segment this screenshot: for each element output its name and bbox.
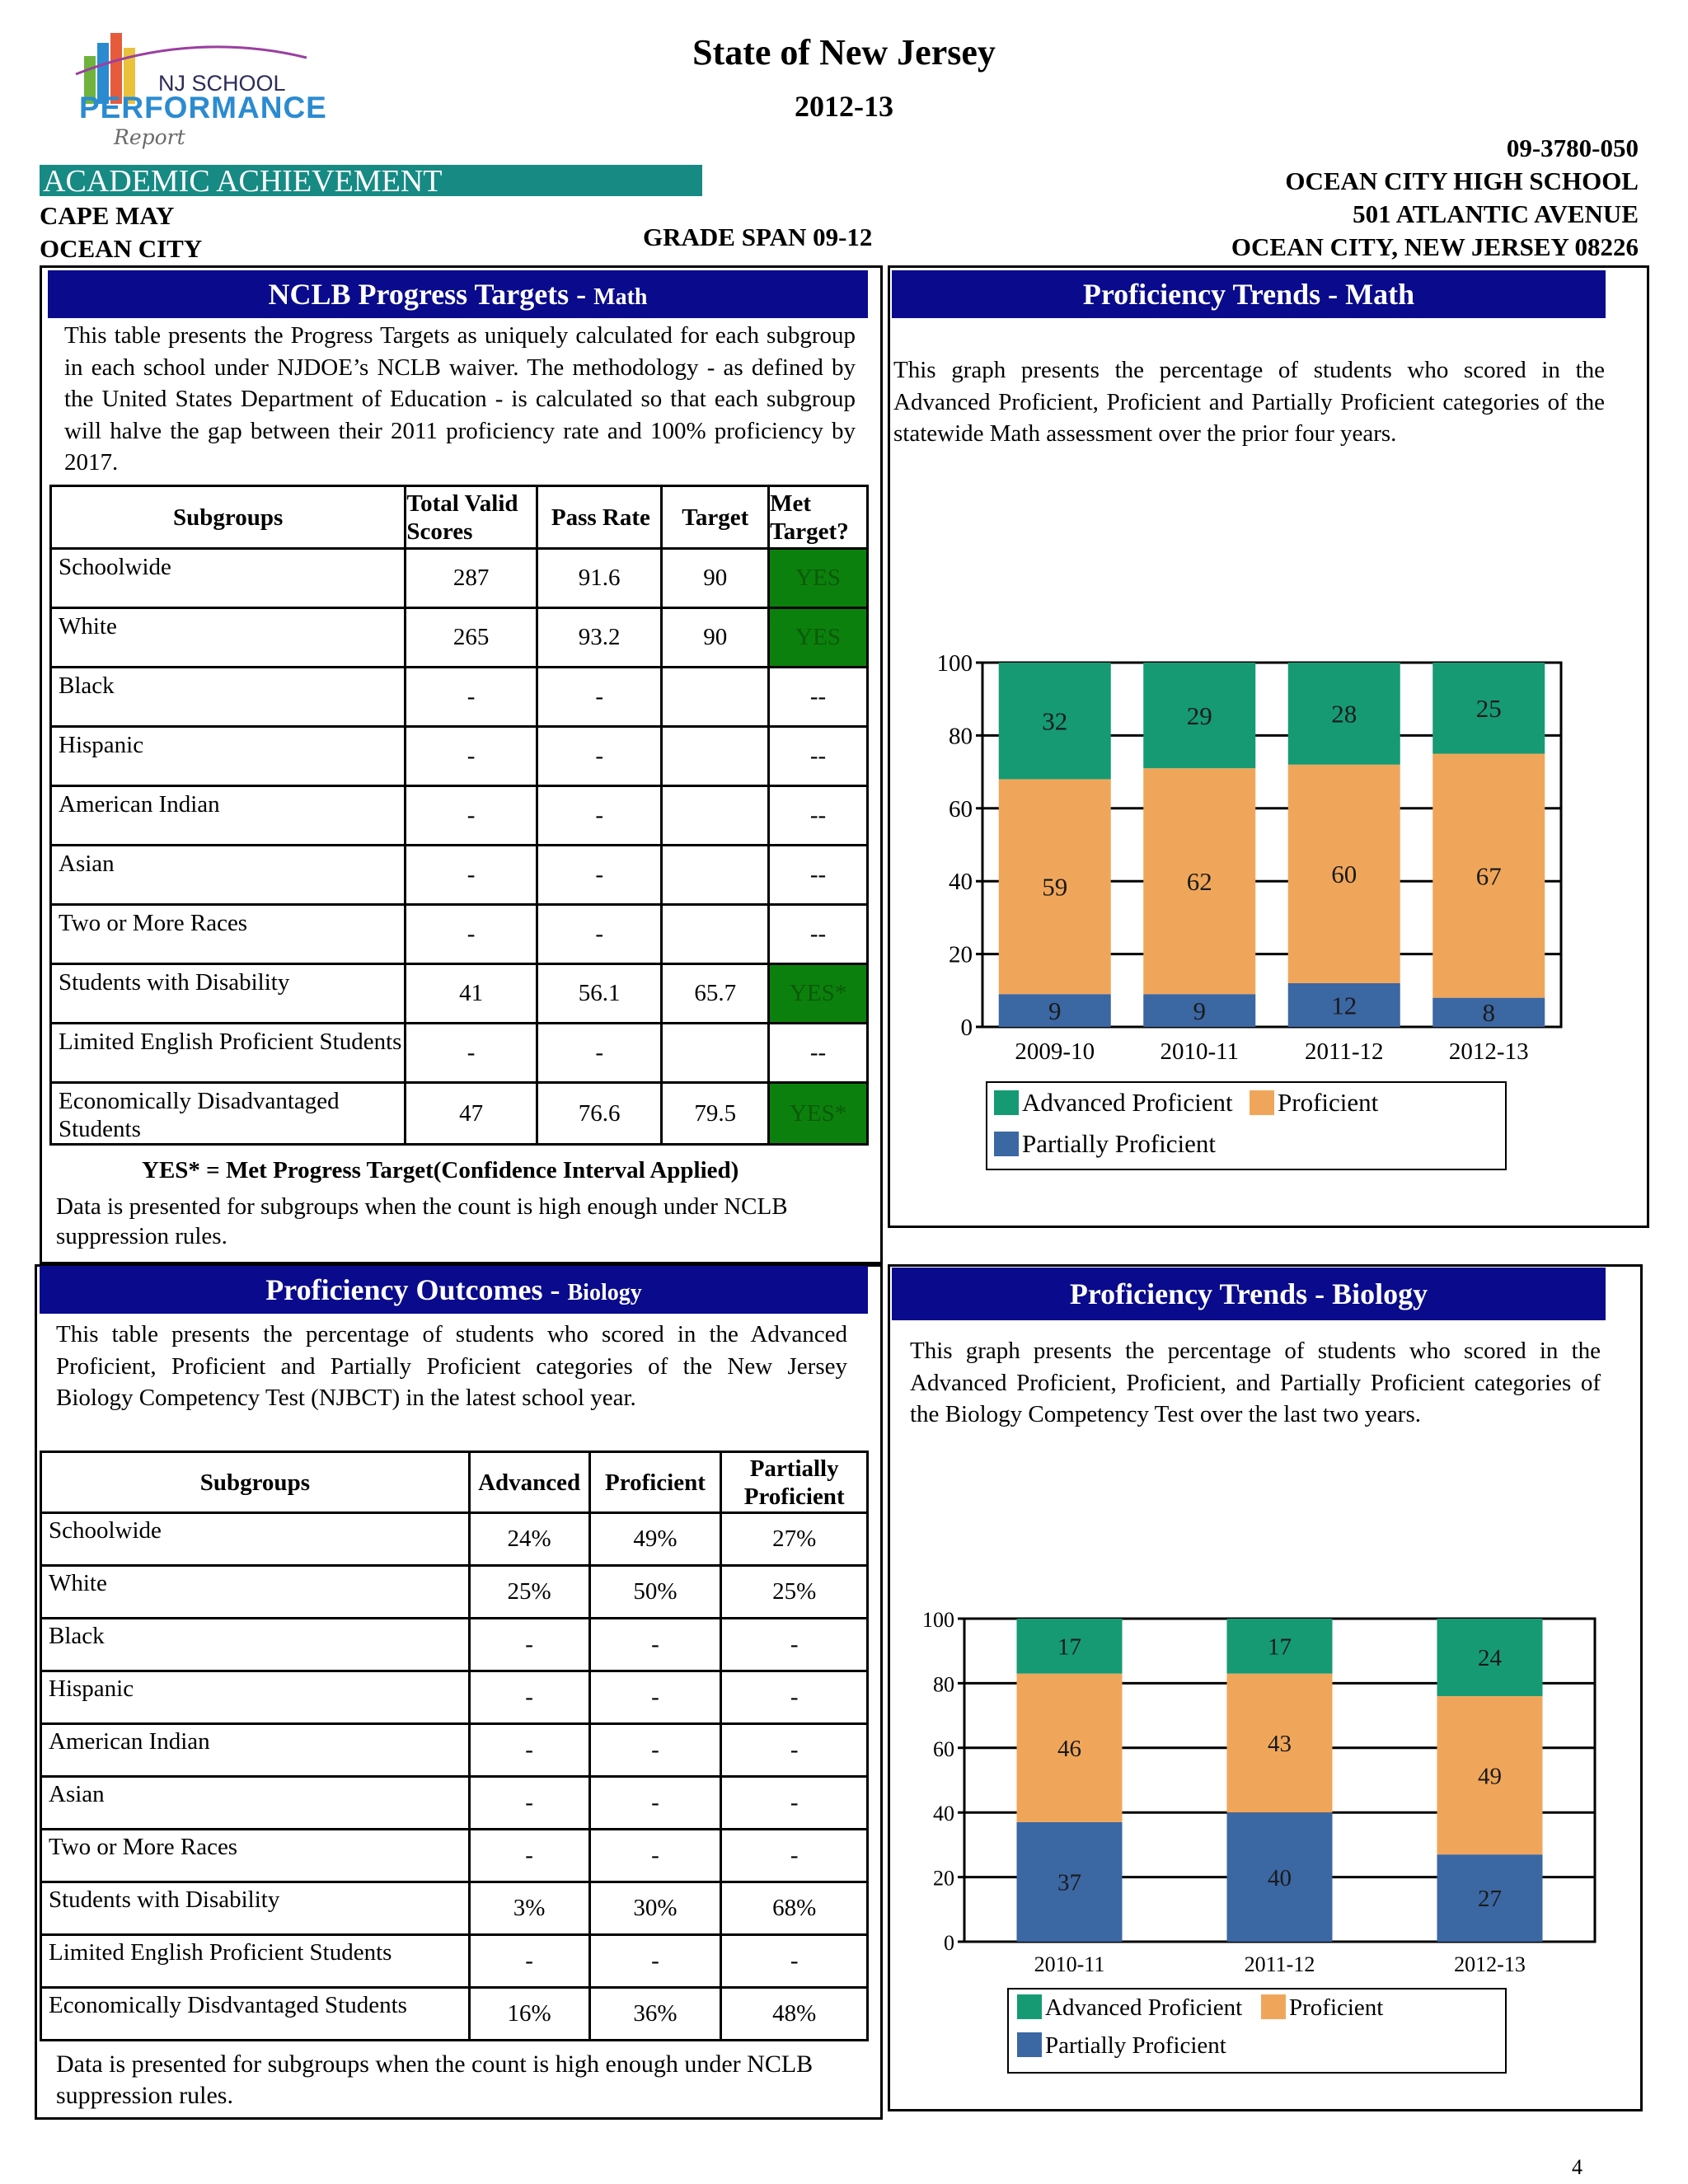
met-target-cell: -- [769,905,868,964]
data-label: 37 [1057,1869,1081,1896]
target-cell [662,668,769,727]
proficient-cell: - [589,1619,721,1671]
school-year: 2012-13 [795,90,893,123]
table-row [51,846,868,905]
data-label: 9 [1048,996,1062,1025]
pass-rate-cell: - [537,905,662,964]
advanced-cell: 3% [469,1882,589,1935]
advanced-cell: 24% [469,1513,589,1566]
y-tick-label: 40 [949,869,973,896]
school-address: 501 ATLANTIC AVENUE [1353,199,1639,228]
target-cell [662,846,769,905]
school-name: OCEAN CITY HIGH SCHOOL [1285,166,1639,195]
advanced-cell: 25% [469,1566,589,1619]
target-cell [662,786,769,846]
county-name: CAPE MAY [40,201,175,230]
table-row [51,608,868,668]
data-label: 32 [1042,706,1068,736]
subgroup-name: Asian [51,846,406,905]
y-tick-label: 40 [933,1802,954,1826]
subgroup-name: Hispanic [41,1671,470,1724]
met-target-cell: -- [769,1024,868,1083]
advanced-cell: - [469,1724,589,1777]
page-number: 4 [1572,2155,1582,2179]
y-tick-label: 60 [949,795,973,823]
legend-advanced-label: Advanced Proficient [1022,1088,1233,1117]
pass-rate-cell: - [537,727,662,786]
nclb-footnote: YES* = Met Progress Target(Confidence Interval Applied) [142,1157,739,1183]
advanced-cell: - [469,1671,589,1724]
bio-chart-legend [1007,1988,1507,2074]
proficient-cell: - [589,1724,721,1777]
total-valid-cell: 41 [406,964,537,1024]
data-label: 67 [1475,861,1502,891]
nclb-table [49,485,869,1146]
subgroup-name: Students with Disability [51,964,406,1024]
y-tick-label: 0 [944,1931,954,1955]
bio-legend-proficient-swatch [1261,1994,1286,2019]
total-valid-cell: 265 [406,608,537,668]
bio-legend-partial-label: Partially Proficient [1045,2032,1226,2059]
data-label: 25 [1475,694,1502,724]
logo-line-1: NJ SCHOOL [158,71,286,96]
partial-cell: 68% [721,1882,868,1935]
advanced-cell: - [469,1935,589,1988]
subgroup-name: Two or More Races [41,1830,470,1882]
y-tick-label: 60 [933,1736,954,1761]
nclb-heading [48,270,868,318]
target-cell [662,727,769,786]
bio-trends-chart [907,1599,1615,1978]
bio-outcomes-description: This table presents the percentage of students who scored in the Advanced Proficient, Proficient and Partially Proficient categories of the New Jersey Biology Competency Test (NJBCT) in the latest school year. [56,1321,847,1411]
met-target-cell: -- [769,668,868,727]
met-target-cell: -- [769,727,868,786]
met-target-cell: YES* [769,1083,868,1145]
pass-rate-cell: - [537,668,662,727]
subgroup-name: Asian [41,1777,470,1830]
data-label: 24 [1478,1645,1502,1672]
math-trends-chart [907,643,1582,1071]
advanced-cell: - [469,1619,589,1671]
total-valid-cell: 287 [406,549,537,608]
subgroup-name: Economically Disdvantaged Students [41,1988,470,2041]
data-label: 9 [1193,996,1206,1025]
advanced-cell: - [469,1777,589,1830]
table-row [51,1083,868,1145]
total-valid-cell: - [406,905,537,964]
subgroup-name: Limited English Proficient Students [51,1024,406,1083]
math-trends-heading: Proficiency Trends - Math [892,270,1606,318]
table-row [51,549,868,608]
bio-legend-advanced-swatch [1017,1994,1042,2019]
proficient-cell: 50% [589,1566,721,1619]
total-valid-cell: - [406,846,537,905]
page-title: State of New Jersey [692,32,996,73]
legend-proficient-swatch [1250,1090,1274,1115]
y-tick-label: 100 [936,650,973,677]
x-tick-label: 2011-12 [1304,1038,1384,1065]
data-label: 12 [1331,991,1357,1020]
bio-legend-partial-swatch [1017,2032,1042,2057]
nclb-description: This table presents the Progress Targets as uniquely calculated for each subgroup in each school under NJDOE’s NCLB waiver. The methodology - as defined by the United States Department of Education - is calculated so that each subgroup will halve the gap between their 2011 proficiency rate and 100% proficiency by 2017. [64,322,856,476]
proficient-cell: 36% [589,1988,721,2041]
pass-rate-cell: 91.6 [537,549,662,608]
met-target-cell: YES [769,549,868,608]
subgroup-name: Limited English Proficient Students [41,1935,470,1988]
target-cell: 65.7 [662,964,769,1024]
data-label: 17 [1268,1633,1292,1661]
legend-partial-label: Partially Proficient [1022,1129,1217,1158]
pass-rate-cell: - [537,846,662,905]
bio-legend-advanced-label: Advanced Proficient [1045,1994,1243,2021]
y-tick-label: 80 [949,723,973,750]
proficient-cell: - [589,1935,721,1988]
pass-rate-cell: - [537,1024,662,1083]
table-row [41,1619,868,1671]
partial-cell: - [721,1830,868,1882]
partial-cell: - [721,1935,868,1988]
legend-partial-swatch [994,1132,1019,1156]
table-row [51,1024,868,1083]
partial-cell: - [721,1671,868,1724]
bio-outcomes-table [40,1451,869,2041]
bio-outcomes-heading-main: Proficiency Outcomes - [265,1273,568,1306]
data-label: 59 [1042,872,1068,902]
total-valid-cell: - [406,727,537,786]
logo-line-3: Report [114,125,185,149]
legend-proficient-label: Proficient [1278,1088,1379,1117]
total-valid-cell: - [406,1024,537,1083]
target-cell: 90 [662,549,769,608]
x-tick-label: 2011-12 [1244,1952,1315,1976]
met-target-cell: YES [769,608,868,668]
subgroup-name: White [41,1566,470,1619]
data-label: 49 [1478,1763,1502,1790]
district-name: OCEAN CITY [40,234,203,263]
bio-outcomes-note: Data is presented for subgroups when the count is high enough under NCLB suppression rules. [56,2050,814,2109]
data-label: 27 [1478,1886,1502,1913]
x-tick-label: 2012-13 [1448,1038,1529,1065]
target-cell [662,905,769,964]
table-row [41,1566,868,1619]
table-row [41,1935,868,1988]
total-valid-cell: - [406,786,537,846]
grade-span: GRADE SPAN 09-12 [643,223,873,251]
subgroup-name: Students with Disability [41,1882,470,1935]
bio-trends-heading: Proficiency Trends - Biology [892,1268,1606,1320]
data-label: 40 [1268,1864,1292,1891]
partial-cell: - [721,1777,868,1830]
partial-cell: 48% [721,1988,868,2041]
table-row [51,964,868,1024]
subgroup-name: White [51,608,406,668]
proficient-cell: 49% [589,1513,721,1566]
met-target-cell: -- [769,846,868,905]
partial-cell: - [721,1619,868,1671]
subgroup-name: American Indian [51,786,406,846]
school-city: OCEAN CITY, NEW JERSEY 08226 [1231,232,1639,261]
math-chart-legend [986,1081,1507,1170]
data-label: 62 [1186,867,1212,897]
advanced-cell: - [469,1830,589,1882]
pass-rate-cell: 56.1 [537,964,662,1024]
subgroup-name: Economically Disadvantaged Students [51,1083,406,1145]
table-row [41,1882,868,1935]
x-tick-label: 2012-13 [1454,1952,1526,1976]
total-valid-cell: 47 [406,1083,537,1145]
table-row [41,1671,868,1724]
table-row [41,1988,868,2041]
bio-legend-proficient-label: Proficient [1289,1994,1384,2021]
subgroup-name: Black [41,1619,470,1671]
bio-col-subgroups: Subgroups [41,1452,470,1513]
school-code: 09-3780-050 [1506,134,1639,162]
subgroup-name: Black [51,668,406,727]
table-row [51,905,868,964]
data-label: 46 [1057,1735,1081,1762]
y-tick-label: 100 [922,1608,954,1632]
subgroup-name: American Indian [41,1724,470,1777]
section-title: ACADEMIC ACHIEVEMENT [40,165,702,196]
math-trends-description: This graph presents the percentage of students who scored in the Advanced Proficient, Proficient and Partially Proficient categories of the statewide Math assessment over the prior four years. [893,357,1605,447]
pass-rate-cell: 76.6 [537,1083,662,1145]
subgroup-name: Two or More Races [51,905,406,964]
bio-col-partial: Partially Proficient [721,1452,868,1513]
table-row [41,1830,868,1882]
nclb-note: Data is presented for subgroups when the count is high enough under NCLB suppression rules. [56,1193,788,1249]
table-row [41,1724,868,1777]
proficient-cell: 30% [589,1882,721,1935]
data-label: 28 [1331,699,1357,729]
data-label: 43 [1268,1731,1292,1758]
logo-line-2: PERFORMANCE [79,91,327,124]
col-target: Target [662,486,769,549]
nclb-heading-main: NCLB Progress Targets - [268,278,594,311]
partial-cell: 25% [721,1566,868,1619]
x-tick-label: 2009-10 [1015,1038,1095,1065]
y-tick-label: 0 [960,1015,973,1041]
pass-rate-cell: - [537,786,662,846]
target-cell [662,1024,769,1083]
proficient-cell: - [589,1777,721,1830]
table-row [51,727,868,786]
nclb-heading-sub: Math [593,284,648,310]
table-row [41,1513,868,1566]
partial-cell: 27% [721,1513,868,1566]
y-tick-label: 20 [933,1866,954,1891]
col-pass-rate: Pass Rate [537,486,662,549]
y-tick-label: 20 [949,941,973,968]
bio-col-proficient: Proficient [589,1452,721,1513]
data-label: 17 [1057,1633,1081,1661]
subgroup-name: Hispanic [51,727,406,786]
met-target-cell: YES* [769,964,868,1024]
data-label: 29 [1186,701,1212,730]
table-row [51,786,868,846]
y-tick-label: 80 [933,1672,954,1697]
bio-outcomes-heading [40,1266,868,1314]
table-row [51,668,868,727]
target-cell: 79.5 [662,1083,769,1145]
col-met-target: Met Target? [769,486,868,549]
bio-trends-description: This graph presents the percentage of students who scored in the Advanced Proficient, Proficient, and Partially Proficient categories of the Biology Competency Test over the last two years. [910,1338,1601,1427]
subgroup-name: Schoolwide [41,1513,470,1566]
data-label: 60 [1331,860,1357,889]
proficient-cell: - [589,1830,721,1882]
x-tick-label: 2010-11 [1160,1038,1240,1065]
data-label: 8 [1482,998,1495,1028]
bio-col-advanced: Advanced [469,1452,589,1513]
partial-cell: - [721,1724,868,1777]
advanced-cell: 16% [469,1988,589,2041]
x-tick-label: 2010-11 [1034,1952,1105,1976]
col-total-valid: Total Valid Scores [406,486,537,549]
table-row [41,1777,868,1830]
met-target-cell: -- [769,786,868,846]
proficient-cell: - [589,1671,721,1724]
target-cell: 90 [662,608,769,668]
col-subgroups: Subgroups [51,486,406,549]
pass-rate-cell: 93.2 [537,608,662,668]
legend-advanced-swatch [994,1090,1019,1115]
subgroup-name: Schoolwide [51,549,406,608]
bio-outcomes-heading-sub: Biology [567,1280,642,1305]
total-valid-cell: - [406,668,537,727]
